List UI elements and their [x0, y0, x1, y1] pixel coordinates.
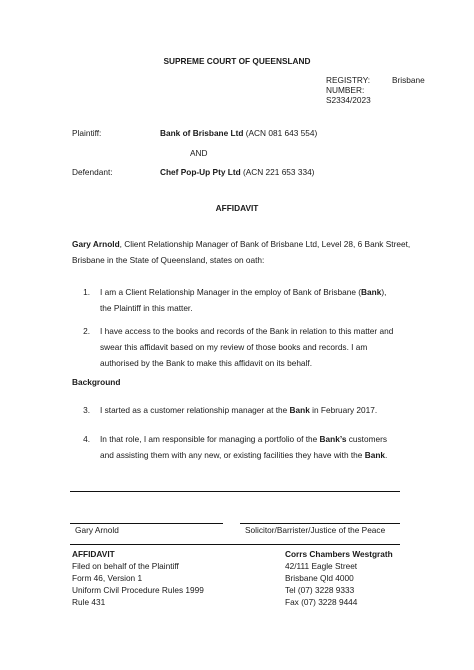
- footer-right-line: 42/111 Eagle Street: [285, 561, 358, 571]
- paragraph-1-text-c: ), the Plaintiff in this matter.: [100, 287, 387, 313]
- paragraph-4-text-a: In that role, I am responsible for managing a portfolio of the: [100, 434, 320, 444]
- deponent-signature-label: Gary Arnold: [75, 525, 119, 535]
- footer-divider: [70, 544, 400, 545]
- paragraph-4-bank: Bank: [364, 450, 386, 460]
- deponent-signature-line: [70, 523, 223, 524]
- paragraph-2-text: I have access to the books and records of the Bank in relation to this matter and swear this affidavit based on my review of those books and records. I am authorised by the Bank to make this affidavit on its behalf.: [100, 326, 394, 368]
- number-value: S2334/2023: [326, 95, 371, 105]
- intro-paragraph: [72, 236, 412, 268]
- deponent-name: Gary Arnold: [72, 239, 120, 249]
- footer-left-line: Filed on behalf of the Plaintiff: [72, 561, 179, 571]
- paragraph-3-text-c: in February 2017.: [309, 405, 378, 415]
- registry-value: Brisbane: [392, 75, 425, 85]
- plaintiff: [160, 129, 317, 139]
- court-title: SUPREME COURT OF QUEENSLAND: [163, 56, 311, 66]
- footer-right-line: Tel (07) 3228 9333: [285, 585, 355, 595]
- paragraph-2: [100, 323, 408, 371]
- paragraph-1-bank: Bank: [361, 287, 382, 297]
- plaintiff-acn: (ACN 081 643 554): [243, 128, 318, 138]
- paragraph-1-text-a: I am a Client Relationship Manager in the employ of Bank of Brisbane (: [100, 287, 362, 297]
- footer-right-line: Fax (07) 3228 9444: [285, 597, 358, 607]
- witness-signature-label: Solicitor/Barrister/Justice of the Peace: [245, 525, 386, 535]
- witness-signature-line: [240, 523, 400, 524]
- paragraph-4-text-c: customers and assisting them with any new, or existing facilities they have with the: [100, 434, 388, 460]
- paragraph-4-text-e: .: [385, 450, 388, 460]
- paragraph-3-bank: Bank: [289, 405, 310, 415]
- paragraph-number: 1.: [83, 287, 90, 297]
- divider-line: [70, 491, 400, 492]
- document-title: AFFIDAVIT: [215, 203, 259, 213]
- paragraph-4: [100, 431, 400, 463]
- paragraph-3-text-a: I started as a customer relationship manager at the: [100, 405, 290, 415]
- defendant-name: Chef Pop-Up Pty Ltd: [160, 167, 241, 177]
- paragraph-number: 4.: [83, 434, 90, 444]
- plaintiff-name: Bank of Brisbane Ltd: [160, 128, 244, 138]
- defendant-acn: (ACN 221 653 334): [240, 167, 315, 177]
- footer-right-title: Corrs Chambers Westgrath: [285, 549, 393, 559]
- footer-right-line: Brisbane Qld 4000: [285, 573, 354, 583]
- registry-label: REGISTRY:: [326, 75, 371, 85]
- footer-left-line: Rule 431: [72, 597, 106, 607]
- paragraph-1: [100, 284, 400, 316]
- footer-left-line: Uniform Civil Procedure Rules 1999: [72, 585, 204, 595]
- paragraph-3: [100, 402, 410, 418]
- paragraph-4-banks: Bank’s: [319, 434, 347, 444]
- background-heading: Background: [72, 377, 121, 387]
- paragraph-number: 2.: [83, 326, 90, 336]
- paragraph-number: 3.: [83, 405, 90, 415]
- and-separator: AND: [190, 148, 208, 158]
- plaintiff-label: Plaintiff:: [72, 128, 102, 138]
- footer-left-line: Form 46, Version 1: [72, 573, 143, 583]
- number-label: NUMBER:: [326, 85, 365, 95]
- defendant: [160, 168, 314, 178]
- footer-left-title: AFFIDAVIT: [72, 549, 115, 559]
- intro-text: , Client Relationship Manager of Bank of Brisbane Ltd, Level 28, 6 Bank Street, Brisbane in the State of Queensland, states on oath:: [72, 239, 411, 265]
- defendant-label: Defendant:: [72, 167, 113, 177]
